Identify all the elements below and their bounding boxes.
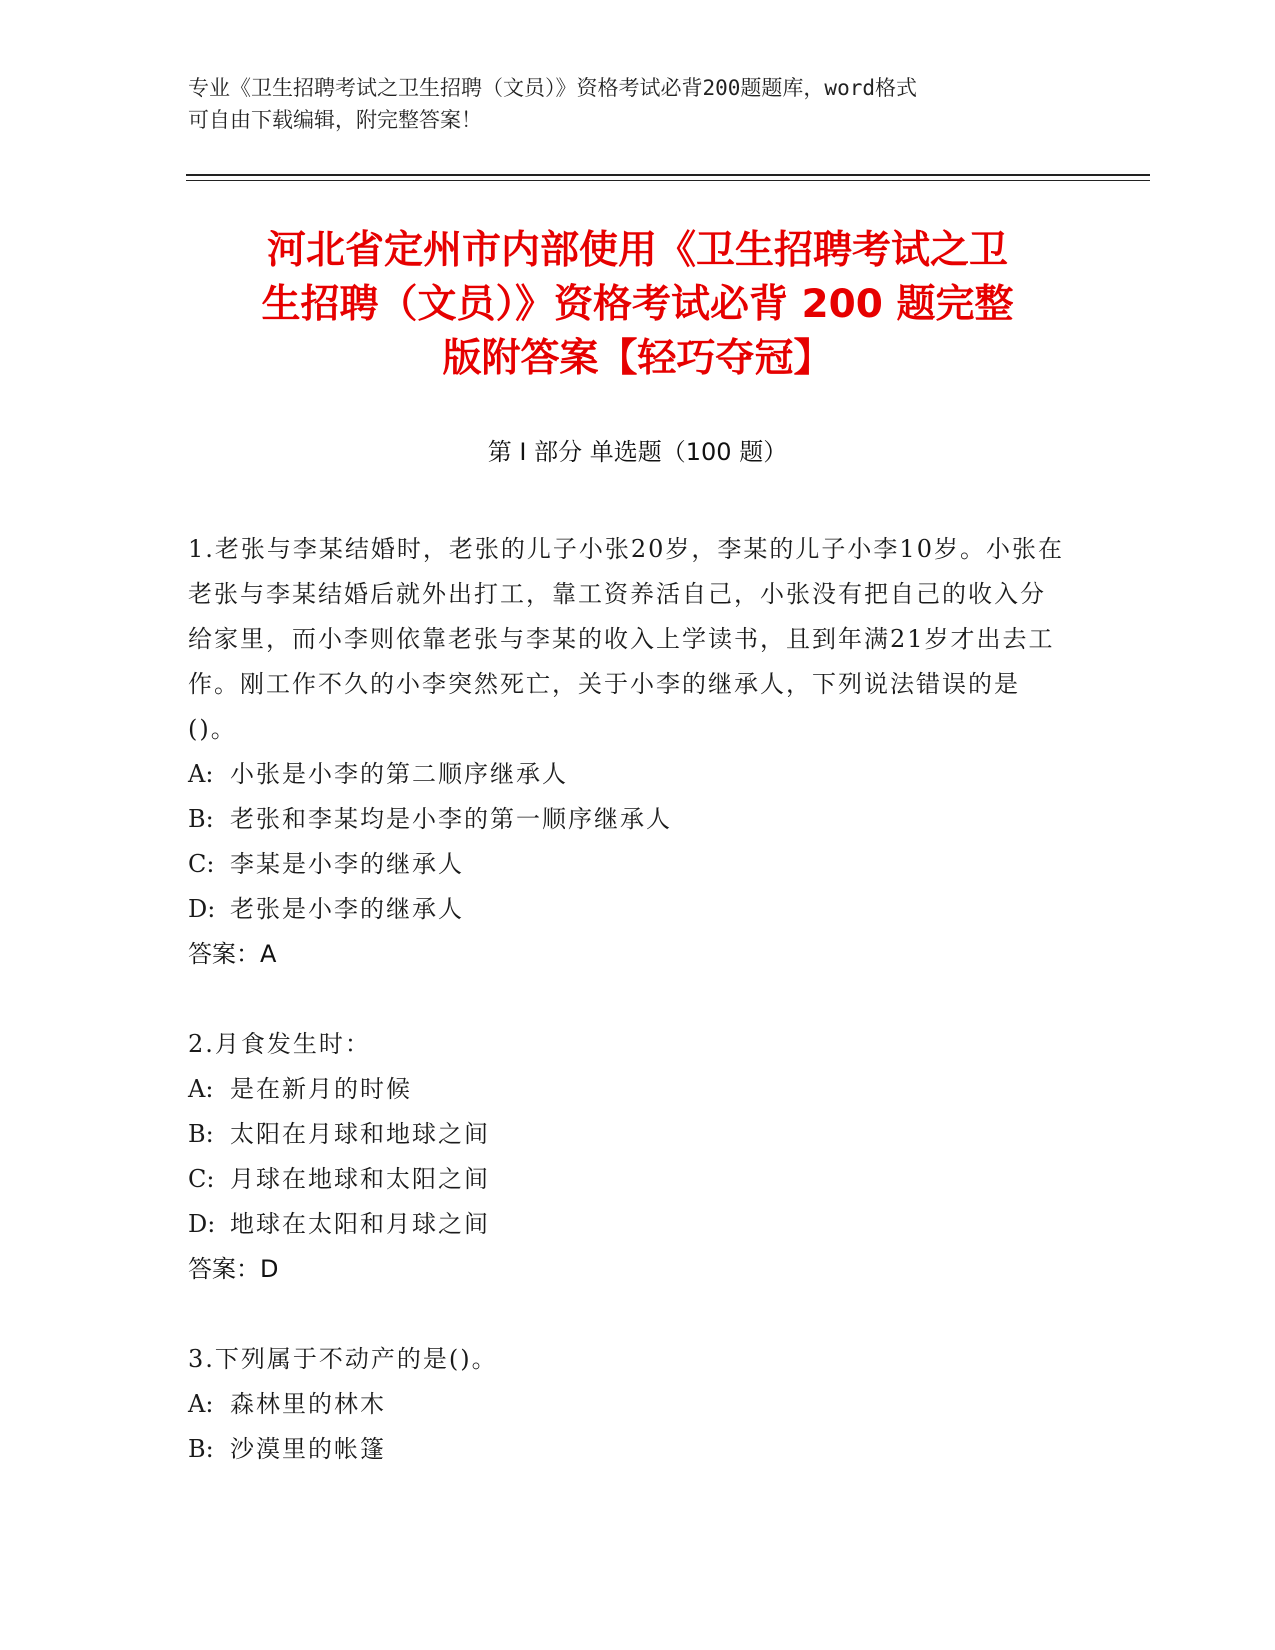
option-d bbox=[188, 887, 1068, 932]
section-heading: 第 I 部分 单选题（100 题） bbox=[487, 438, 788, 466]
option-text: 森林里的林木 bbox=[230, 1390, 386, 1418]
option-text: 地球在太阳和月球之间 bbox=[230, 1210, 490, 1238]
header-note-line: 专业《卫生招聘考试之卫生招聘（文员）》资格考试必背200题题库，word格式 bbox=[188, 76, 917, 100]
header-divider bbox=[186, 180, 1150, 181]
option-text: 月球在地球和太阳之间 bbox=[230, 1165, 490, 1193]
header-divider bbox=[186, 174, 1150, 176]
title-line: 河北省定州市内部使用《卫生招聘考试之卫 bbox=[266, 228, 1008, 273]
option-a bbox=[188, 752, 1068, 797]
option-text: 沙漠里的帐篷 bbox=[230, 1435, 386, 1463]
question-stem: 2.月食发生时： bbox=[188, 1030, 371, 1058]
option-letter: D: bbox=[188, 1210, 216, 1238]
option-letter: B: bbox=[188, 1120, 214, 1148]
answer-key: 答案：D bbox=[188, 1255, 279, 1283]
option-text: 老张和李某均是小李的第一顺序继承人 bbox=[230, 805, 672, 833]
option-text: 是在新月的时候 bbox=[230, 1075, 412, 1103]
option-c bbox=[188, 1157, 1068, 1202]
option-letter: A: bbox=[188, 1075, 214, 1103]
title-line: 生招聘（文员）》资格考试必背 200 题完整 bbox=[261, 282, 1014, 327]
option-a bbox=[188, 1067, 1068, 1112]
option-letter: B: bbox=[188, 805, 214, 833]
option-letter: B: bbox=[188, 1435, 214, 1463]
header-note-line: 可自由下载编辑，附完整答案！ bbox=[188, 108, 482, 132]
header-note bbox=[188, 72, 1058, 136]
question-stem: 3.下列属于不动产的是()。 bbox=[188, 1345, 498, 1373]
option-letter: A: bbox=[188, 1390, 214, 1418]
option-text: 老张是小李的继承人 bbox=[230, 895, 464, 923]
option-b bbox=[188, 1427, 1068, 1472]
answer-key: 答案：A bbox=[188, 940, 277, 968]
question-list bbox=[188, 527, 1068, 1517]
question-2 bbox=[188, 1022, 1068, 1292]
document-title bbox=[170, 224, 1105, 386]
option-letter: D: bbox=[188, 895, 216, 923]
option-b bbox=[188, 1112, 1068, 1157]
option-a bbox=[188, 1382, 1068, 1427]
question-stem: 1.老张与李某结婚时，老张的儿子小张20岁，李某的儿子小李10岁。小张在老张与李某结婚后就外出打工，靠工资养活自己，小张没有把自己的收入分给家里，而小李则依靠老张与李某的收入上学读书，且到年满21岁才出去工作。刚工作不久的小李突然死亡，关于小李的继承人，下列说法错误的是()。 bbox=[188, 535, 1064, 743]
option-letter: C: bbox=[188, 850, 215, 878]
option-letter: C: bbox=[188, 1165, 215, 1193]
option-c bbox=[188, 842, 1068, 887]
option-d bbox=[188, 1202, 1068, 1247]
option-letter: A: bbox=[188, 760, 214, 788]
title-line: 版附答案【轻巧夺冠】 bbox=[442, 336, 833, 381]
option-text: 李某是小李的继承人 bbox=[230, 850, 464, 878]
option-text: 太阳在月球和地球之间 bbox=[230, 1120, 490, 1148]
question-1 bbox=[188, 527, 1068, 977]
question-3 bbox=[188, 1337, 1068, 1472]
option-text: 小张是小李的第二顺序继承人 bbox=[230, 760, 568, 788]
option-b bbox=[188, 797, 1068, 842]
